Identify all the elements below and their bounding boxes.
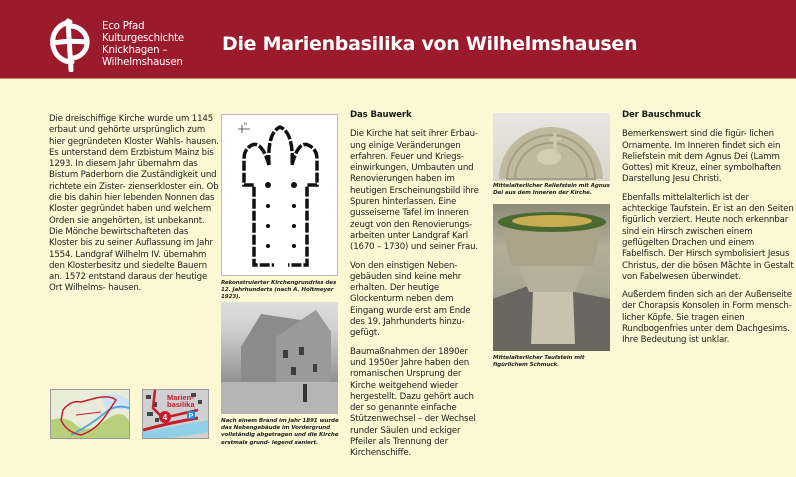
agnus-dei-relief-photo [493,113,610,181]
intro-column [49,114,219,302]
construction-paragraph: Die Kirche hat seit ihrer Erbau- ung einige Veränderungen erfahren. Feuer und Kriegs- einwirkungen, Umbauten und Renovierungen haben im heutigen Erscheinungsbild ihre Spuren hinterlassen. Eine gusseiserne Tafel im Inneren zeugt von den Renovierungs- arbeiten unter Landgraf Karl (1670 – 1730) und seiner Frau. [350,129,479,253]
ruined-building-photo [221,302,338,414]
floorplan-image [221,114,338,276]
ruin-photo [221,302,338,414]
detail-map-graphic [143,390,209,439]
trail-map-graphic [51,390,130,439]
floorplan-caption: Rekonstruierter Kirchengrundriss des 12. Jahrhunderts (nach A. Holtmeyer 1923). [221,280,337,301]
detail-map [142,389,209,439]
brand-name [102,21,184,69]
brand-line: Eco Pfad [102,21,145,32]
eco-pfad-cross-logo-icon [48,18,92,72]
ornament-column [622,110,794,354]
construction-paragraph: Von den einstigen Neben- gebäuden sind keine mehr erhalten. Der heutige Glockenturm neben dem Eingang wurde erst am Ende des 19. Jahrhunderts hinzu- gefügt. [350,260,471,339]
north-arrow-label: N [244,121,247,126]
baptismal-font-photo-graphic [493,204,610,351]
page-title: Die Marienbasilika von Wilhelmshausen [222,33,638,55]
svg-text:basilika: basilika [167,400,195,409]
construction-paragraph: Baumaßnahmen der 1890er und 1950er Jahre haben den romanischen Ursprung der Kirche weitgehend wieder hergestellt. Dazu gehört auch der so genannte einfache Stützenwechsel – der Wechsel runder Säulen und eckiger Pfeiler als Trennung der Kirchenschiffe. [350,346,476,459]
relief-photo [493,113,610,181]
section-heading: Der Bauschmuck [622,110,701,120]
intro-paragraph: Die dreischiffige Kirche wurde um 1145 erbaut und gehörte ursprünglich zum hier gegründeten Kloster Wahls- hausen. Es unterstand dem Erzbistum Mainz bis 1293. In diesem Jahr übernahm das Bistum Paderborn die Zuständigkeit und richtete ein Zister- zienserkloster ein. Ob die bis dahin hier lebenden Nonnen das Kloster gegründet haben und welchem Orden sie angehörten, ist unbekannt. Die Mönche bewirtschafteten das Kloster bis zu seiner Auflassung im Jahr 1554. Landgraf Wilhelm IV. übernahm den Klosterbesitz und siedelte Bauern an. 1572 entstand daraus der heutige Ort Wilhelms- hausen. [49,114,219,294]
svg-text:Marien-: Marien- [167,393,194,402]
brand-line: Kulturgeschichte [102,33,184,44]
overview-map [50,389,130,439]
ornament-paragraph: Außerdem finden sich an der Außenseite der Chorapsis Konsolen in Form mensch- licher Köpfe. Sie tragen einen Rundbogenfries unter dem Dachgesims. Ihre Bedeutung ist unklar. [622,290,792,346]
relief-caption: Mittelalterlicher Reliefstein mit Agnus Dei aus dem Inneren der Kirche. [493,183,610,197]
font-caption: Mittelalterlicher Taufstein mit figürlichem Schmuck. [493,355,585,369]
baptismal-font-photo [493,204,610,351]
church-floorplan-drawing [222,115,338,276]
ruin-caption: Nach einem Brand im Jahr 1891 wurde das Nebengebäude im Vordergrund vollständig abgetragen und die Kirche erstmals grund- legend saniert. [221,418,339,446]
parking-icon: P [188,413,194,420]
brand-line: Knickhagen – [102,45,168,56]
header-banner [0,0,796,79]
brand-line: Wilhelmshausen [102,57,183,68]
construction-column [350,110,485,467]
ornament-paragraph: Ebenfalls mittelalterlich ist der achteckige Taufstein. Er ist an den Seiten figürlich verziert. Heute noch erkennbar sind ein Hirsch zwischen einem geflügelten Drachen und einem Fabelfisch. Der Hirsch symbolisiert Jesus Christus, der die bösen Mächte in Gestalt von Fabelwesen überwindet. [622,192,794,282]
trail-stop-marker: 4 [162,413,168,422]
ornament-paragraph: Bemerkenswert sind die figür- lichen Ornamente. Im Inneren findet sich ein Reliefstein mit dem Agnus Dei (Lamm Gottes) mit Kreuz, einer symbolhaften Darstellung Jesu Christi. [622,129,781,185]
section-heading: Das Bauwerk [350,110,412,120]
